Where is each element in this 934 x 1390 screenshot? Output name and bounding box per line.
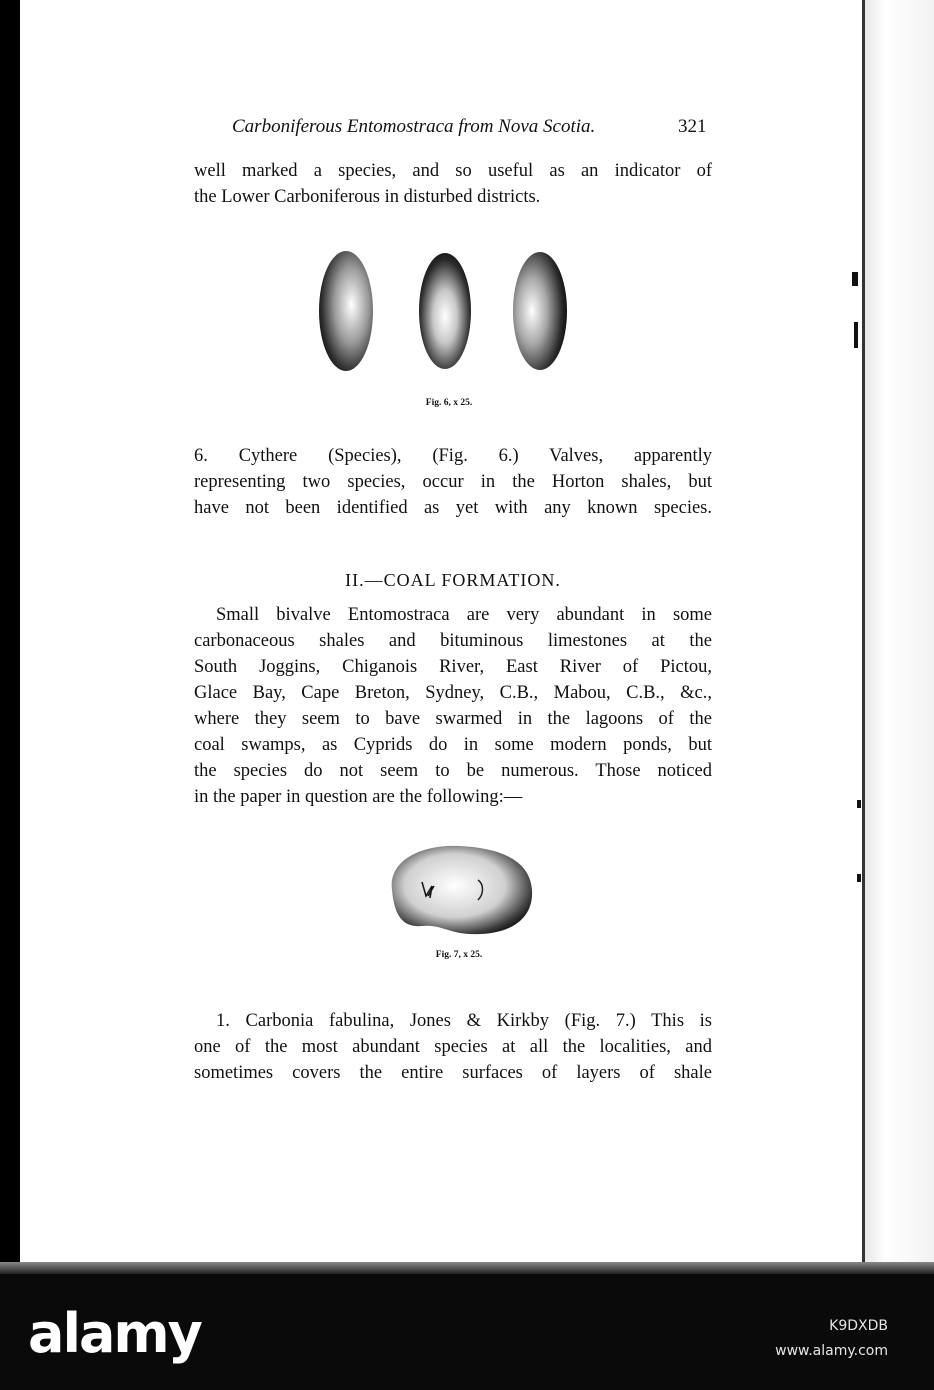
text-line: have not been identified as yet with any known species.	[194, 498, 712, 518]
valve-specimen	[513, 252, 567, 370]
scan-speck	[852, 272, 858, 286]
text-line: representing two species, occur in the Horton shales, but	[194, 472, 712, 492]
carbonia-paragraph	[194, 1008, 712, 1086]
page-number: 321	[678, 116, 707, 137]
text-line: one of the most abundant species at all the localities, and	[194, 1037, 712, 1057]
text-line: South Joggins, Chiganois River, East River of Pictou,	[194, 657, 712, 677]
carbonia-valve	[392, 846, 532, 934]
cythere-paragraph	[194, 443, 712, 521]
text-line: 6. Cythere (Species), (Fig. 6.) Valves, apparently	[194, 446, 712, 466]
stock-logo: alamy	[28, 1302, 201, 1365]
text-line: the Lower Carboniferous in disturbed districts.	[194, 187, 541, 207]
figure-6-illustration	[300, 240, 590, 390]
figure-7-illustration	[382, 838, 538, 942]
intro-paragraph	[194, 158, 712, 210]
scan-speck	[857, 874, 861, 882]
coal-formation-paragraph	[194, 602, 712, 810]
stock-image-id: K9DXDB	[829, 1318, 888, 1334]
stock-url: www.alamy.com	[775, 1343, 888, 1359]
scan-speck	[857, 800, 861, 808]
text-line: in the paper in question are the following:—	[194, 787, 523, 807]
scan-bottom-edge	[0, 1262, 934, 1274]
text-line: coal swamps, as Cyprids do in some modern ponds, but	[194, 735, 712, 755]
figure-7-caption: Fig. 7, x 25.	[435, 950, 483, 960]
scan-right-margin	[865, 0, 934, 1270]
section-heading: II.—COAL FORMATION.	[345, 570, 561, 590]
text-line: 1. Carbonia fabulina, Jones & Kirkby (Fig. 7.) This is	[216, 1011, 712, 1031]
figure-6-caption: Fig. 6, x 25.	[425, 398, 473, 408]
text-line: carbonaceous shales and bituminous limestones at the	[194, 631, 712, 651]
valve-specimen	[319, 251, 373, 371]
text-line: the species do not seem to be numerous. Those noticed	[194, 761, 712, 781]
text-line: where they seem to bave swarmed in the lagoons of the	[194, 709, 712, 729]
text-line: Glace Bay, Cape Breton, Sydney, C.B., Mabou, C.B., &c.,	[194, 683, 712, 703]
text-line: sometimes covers the entire surfaces of layers of shale	[194, 1063, 712, 1083]
valve-specimen	[419, 253, 471, 369]
scan-left-border	[0, 0, 20, 1270]
running-head-title: Carboniferous Entomostraca from Nova Scotia.	[232, 116, 596, 137]
running-head	[232, 116, 712, 138]
text-line: Small bivalve Entomostraca are very abundant in some	[216, 605, 712, 625]
text-line: well marked a species, and so useful as an indicator of	[194, 161, 712, 181]
scan-speck	[854, 322, 858, 348]
